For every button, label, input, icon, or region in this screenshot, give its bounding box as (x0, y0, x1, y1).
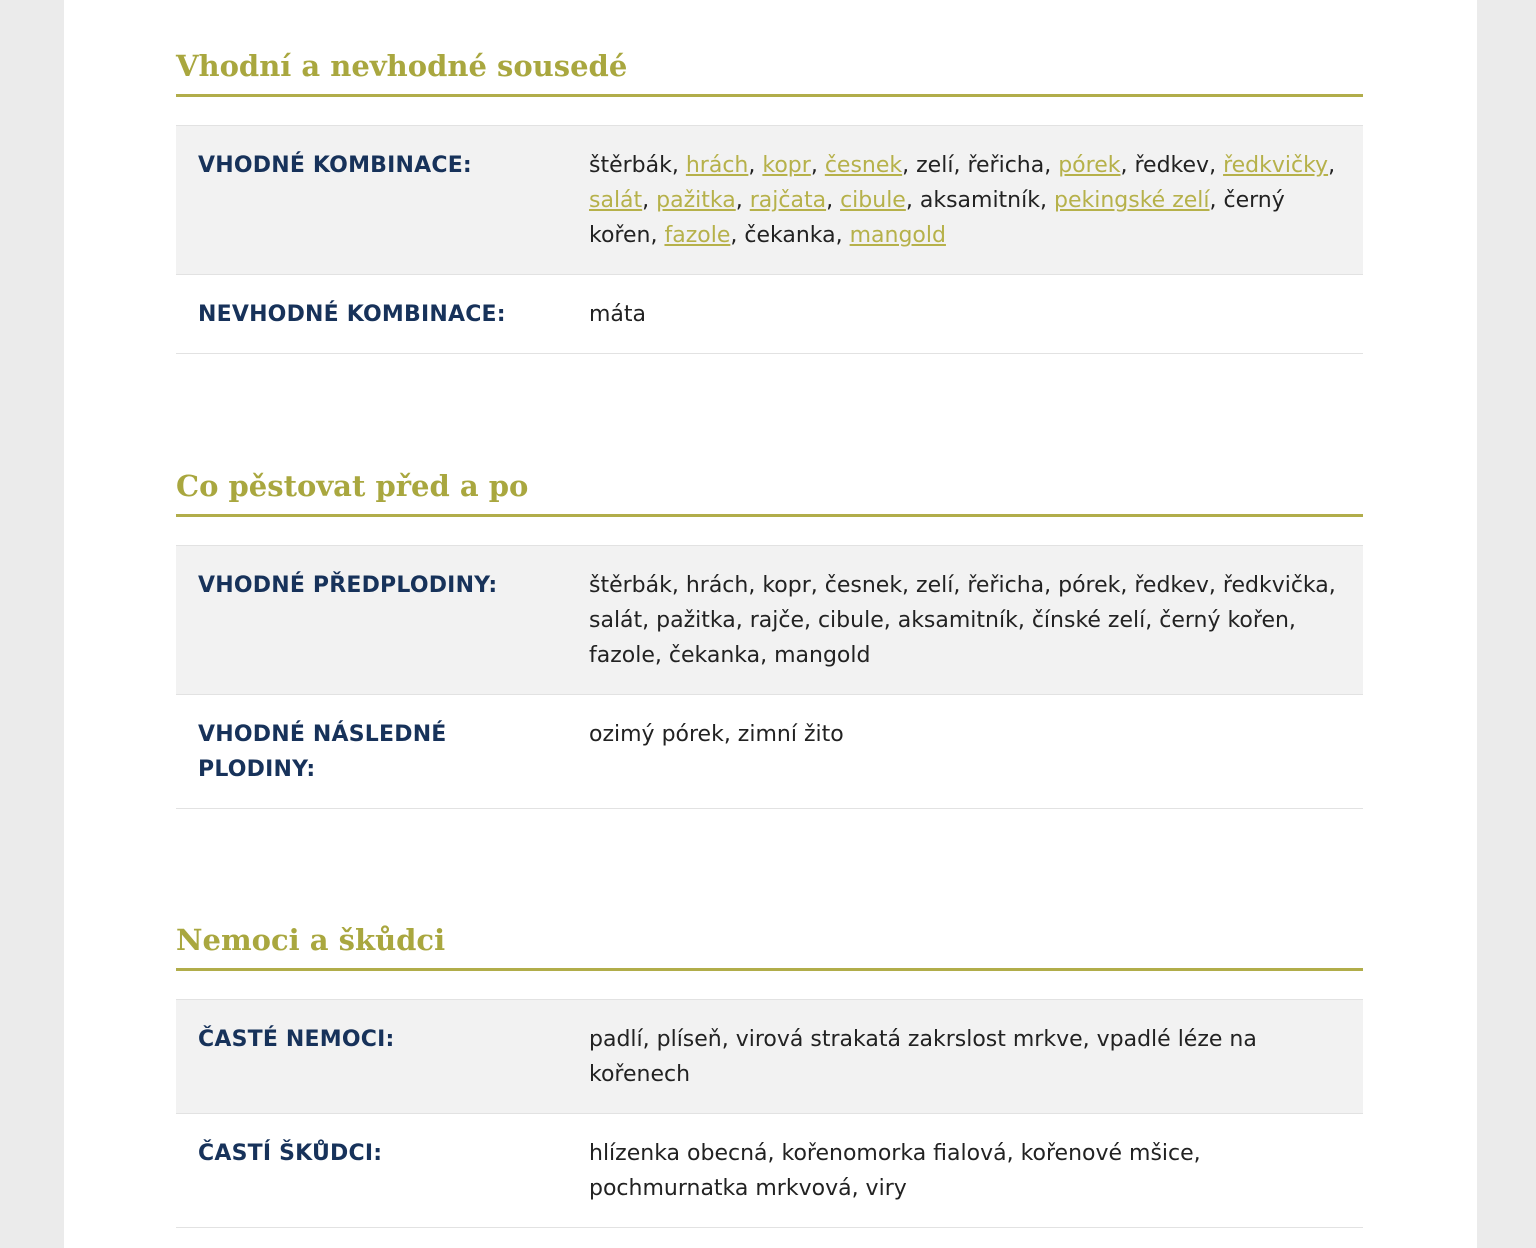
table-row (176, 275, 1363, 354)
table-row (176, 695, 1363, 809)
plant-name: máta (589, 302, 647, 327)
plant-link[interactable]: česnek (824, 153, 903, 178)
row-label: VHODNÉ NÁSLEDNÉ PLODINY: (198, 722, 447, 782)
row-value (567, 275, 1363, 353)
plant-link[interactable]: rajčata (749, 188, 827, 213)
table-row (176, 1000, 1363, 1114)
plant-name: zelí (916, 153, 954, 178)
plant-name: řeřicha (967, 153, 1045, 178)
plant-name: čekanka (744, 223, 836, 248)
plant-link[interactable]: pekingské zelí (1053, 188, 1210, 213)
plant-name: štěrbák (589, 153, 672, 178)
table-row (176, 126, 1363, 275)
plant-link[interactable]: cibule (840, 188, 906, 213)
plant-link[interactable]: kopr (762, 153, 811, 178)
row-value (567, 695, 1363, 808)
section-title: Co pěstovat před a po (176, 468, 1363, 517)
row-label: ČASTÍ ŠKŮDCI: (198, 1141, 383, 1166)
row-label: ČASTÉ NEMOCI: (198, 1027, 395, 1052)
plant-link[interactable]: fazole (664, 223, 731, 248)
table-row (176, 546, 1363, 695)
plant-name: černý kořen (589, 188, 1285, 248)
plant-link[interactable]: hrách (685, 153, 749, 178)
row-value (567, 1000, 1363, 1113)
row-value (567, 546, 1363, 694)
content-page (64, 0, 1477, 1248)
row-label: NEVHODNÉ KOMBINACE: (198, 302, 506, 327)
plant-name: ozimý pórek, zimní žito (589, 722, 844, 747)
row-label: VHODNÉ PŘEDPLODINY: (198, 573, 498, 598)
plant-link[interactable]: mangold (849, 223, 946, 248)
plant-name: hlízenka obecná, kořenomorka fialová, kořenové mšice, pochmurnatka mrkvová, viry (589, 1141, 1201, 1201)
section-title: Vhodní a nevhodné sousedé (176, 48, 1363, 97)
row-value: štěrbák, hrách, kopr, česnek, zelí, řeřicha, pórek, ředkev, ředkvičky, salát, pažitka, rajčata, cibule, aksamitník, pekingské zelí, černý kořen, fazole, čekanka, mangold (589, 153, 1336, 248)
plant-name: ředkev (1134, 153, 1210, 178)
row-value (567, 1114, 1363, 1227)
section-diseases-pests (176, 922, 1363, 1228)
plant-name: štěrbák, hrách, kopr, česnek, zelí, řeřicha, pórek, ředkev, ředkvička, salát, pažitka, rajče, cibule, aksamitník, čínské zelí, černý kořen, fazole, čekanka, mangold (589, 573, 1336, 668)
plant-link[interactable]: pažitka (656, 188, 736, 213)
plant-link[interactable]: salát (589, 188, 643, 213)
info-table (176, 545, 1363, 809)
plant-name: aksamitník (919, 188, 1040, 213)
plant-name: padlí, plíseň, virová strakatá zakrslost mrkve, vpadlé léze na kořenech (589, 1027, 1257, 1087)
plant-link[interactable]: ředkvičky (1223, 153, 1329, 178)
section-crop-rotation (176, 468, 1363, 809)
info-table (176, 999, 1363, 1228)
row-label: VHODNÉ KOMBINACE: (198, 153, 472, 178)
info-table (176, 125, 1363, 354)
plant-link[interactable]: pórek (1058, 153, 1121, 178)
section-neighbours (176, 48, 1363, 354)
section-title: Nemoci a škůdci (176, 922, 1363, 971)
table-row (176, 1114, 1363, 1228)
